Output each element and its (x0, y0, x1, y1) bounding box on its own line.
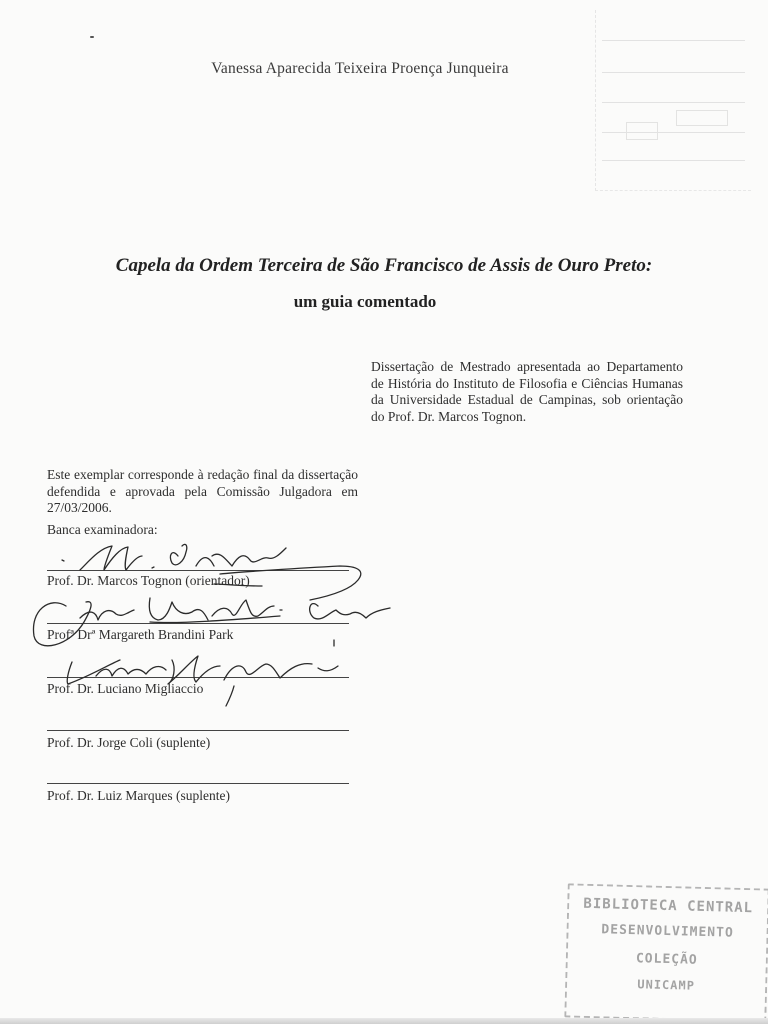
committee-member: Profª Drª Margareth Brandini Park (47, 627, 234, 642)
stamp-line: COLEÇÃO (635, 951, 698, 968)
approval-note: Este exemplar corresponde à redação final da dissertação defendida e aprovada pela Comissão Julgadora em 27/03/2006. (47, 467, 358, 515)
library-stamp (564, 883, 768, 1022)
committee-member: Prof. Dr. Luciano Migliaccio (47, 681, 204, 696)
committee-member: Prof. Dr. Marcos Tognon (orientador) (47, 573, 250, 588)
stamp-line: DESENVOLVIMENTO (601, 922, 734, 941)
dissertation-note: Dissertação de Mestrado apresentada ao Departamento de História do Instituto de Filosofia e Ciências Humanas da Universidade Estadual de Campinas, sob orientação do Prof. Dr. Marcos Tognon. (371, 359, 683, 424)
stamp-line: BIBLIOTECA CENTRAL (583, 895, 754, 917)
thesis-title: Capela da Ordem Terceira de São Francisco de Assis de Ouro Preto: (115, 255, 653, 276)
committee-member: Prof. Dr. Luiz Marques (suplente) (47, 788, 230, 803)
page-bottom-edge (0, 1018, 768, 1024)
committee-member: Prof. Dr. Jorge Coli (suplente) (47, 735, 211, 750)
thesis-subtitle: um guia comentado (293, 292, 437, 311)
signature-migliaccio (67, 640, 338, 706)
committee-label: Banca examinadora: (47, 522, 158, 537)
signature-tognon (62, 544, 361, 600)
stamp-line: UNICAMP (637, 977, 696, 993)
author-name: Vanessa Aparecida Teixeira Proença Junqueira (211, 60, 509, 77)
signature-park (33, 598, 390, 646)
